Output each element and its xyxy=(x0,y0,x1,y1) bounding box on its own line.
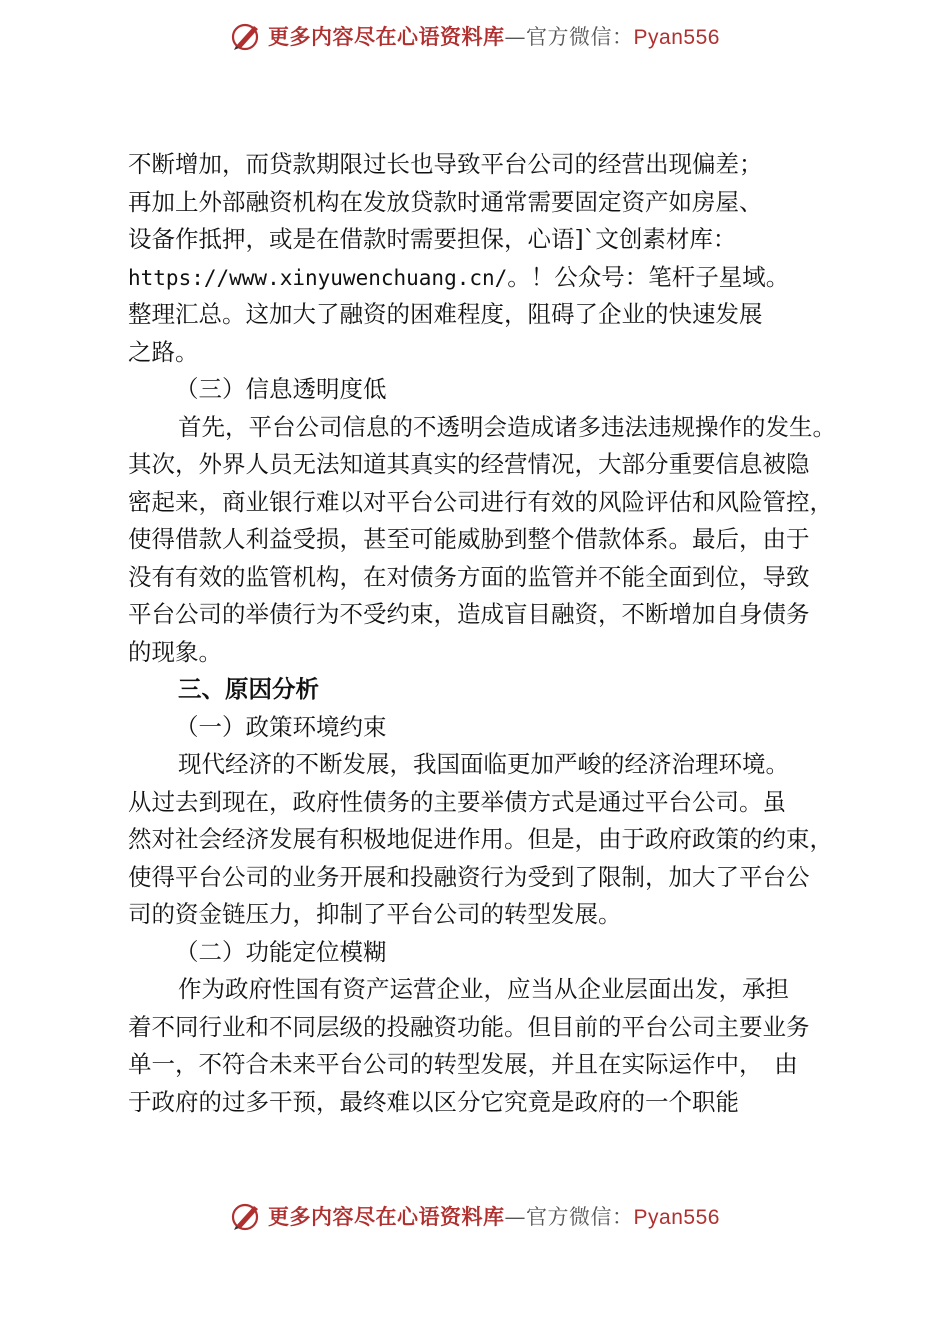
text-line: 再加上外部融资机构在发放贷款时通常需要固定资产如房屋、 xyxy=(128,187,763,216)
text-line: 着不同行业和不同层级的投融资功能。但目前的平台公司主要业务 xyxy=(128,1012,810,1041)
document-body xyxy=(128,146,848,1121)
url-line xyxy=(128,259,848,297)
banner-text xyxy=(268,21,720,51)
text-line: 之路。 xyxy=(128,337,199,366)
header-banner xyxy=(0,16,950,56)
text-line: 整理汇总。这加大了融资的困难程度，阻碍了企业的快速发展 xyxy=(128,300,763,328)
text-line: 作为政府性国有资产运营企业，应当从企业层面出发，承担 xyxy=(178,975,789,1003)
text-line: 首先，平台公司信息的不透明会造成诸多违法违规操作的发生。 xyxy=(178,412,836,441)
text-line: 使得平台公司的业务开展和投融资行为受到了限制，加大了平台公 xyxy=(128,862,810,891)
pen-logo-icon xyxy=(230,20,262,52)
text-line: 然对社会经济发展有积极地促进作用。但是，由于政府政策的约束， xyxy=(128,825,833,853)
text-line: 司的资金链压力，抑制了平台公司的转型发展。 xyxy=(128,900,622,928)
text-line: 于政府的过多干预，最终难以区分它究竟是政府的一个职能 xyxy=(128,1087,739,1116)
banner-wechat-id: Pyan556 xyxy=(633,26,720,49)
text-line: 不断增加，而贷款期限过长也导致平台公司的经营出现偏差； xyxy=(128,150,763,178)
subheading-info-transparency: （三）信息透明度低 xyxy=(175,375,387,403)
banner-wechat-label: —官方微信： xyxy=(504,25,634,49)
text-line: 现代经济的不断发展，我国面临更加严峻的经济治理环境。 xyxy=(178,750,789,778)
text-line: 密起来，商业银行难以对平台公司进行有效的风险评估和风险管控， xyxy=(128,487,833,516)
text-line: 没有有效的监管机构，在对债务方面的监管并不能全面到位，导致 xyxy=(128,562,810,591)
text-line: 的现象。 xyxy=(128,637,222,666)
section-heading-cause-analysis: 三、原因分析 xyxy=(178,675,319,703)
footer-banner-text xyxy=(268,1201,720,1231)
subheading-policy-constraints: （一）政策环境约束 xyxy=(175,712,387,741)
source-url: https://www.xinyuwenchuang.cn/ xyxy=(128,265,508,290)
text-line: 其次，外界人员无法知道其真实的经营情况，大部分重要信息被隐 xyxy=(128,450,810,478)
text-line: 平台公司的举债行为不受约束，造成盲目融资，不断增加自身债务 xyxy=(128,600,810,628)
text-line: 从过去到现在，政府性债务的主要举债方式是通过平台公司。虽 xyxy=(128,787,786,816)
footer-banner xyxy=(0,1196,950,1236)
text-line: 单一，不符合未来平台公司的转型发展，并且在实际运作中， 由 xyxy=(128,1050,798,1078)
footer-library-text: 更多内容尽在心语资料库 xyxy=(268,1204,505,1229)
subheading-function-positioning: （二）功能定位模糊 xyxy=(175,937,387,966)
pen-logo-icon xyxy=(230,1200,262,1232)
url-tail-text: 。！公众号：笔杆子星域。 xyxy=(507,262,790,291)
text-line: 设备作抵押，或是在借款时需要担保，心语]`文创素材库： xyxy=(128,225,737,253)
footer-wechat-id: Pyan556 xyxy=(633,1206,720,1229)
banner-library-text: 更多内容尽在心语资料库 xyxy=(268,24,505,49)
text-line: 使得借款人利益受损，甚至可能威胁到整个借款体系。最后，由于 xyxy=(128,525,810,553)
footer-wechat-label: —官方微信： xyxy=(504,1205,634,1229)
